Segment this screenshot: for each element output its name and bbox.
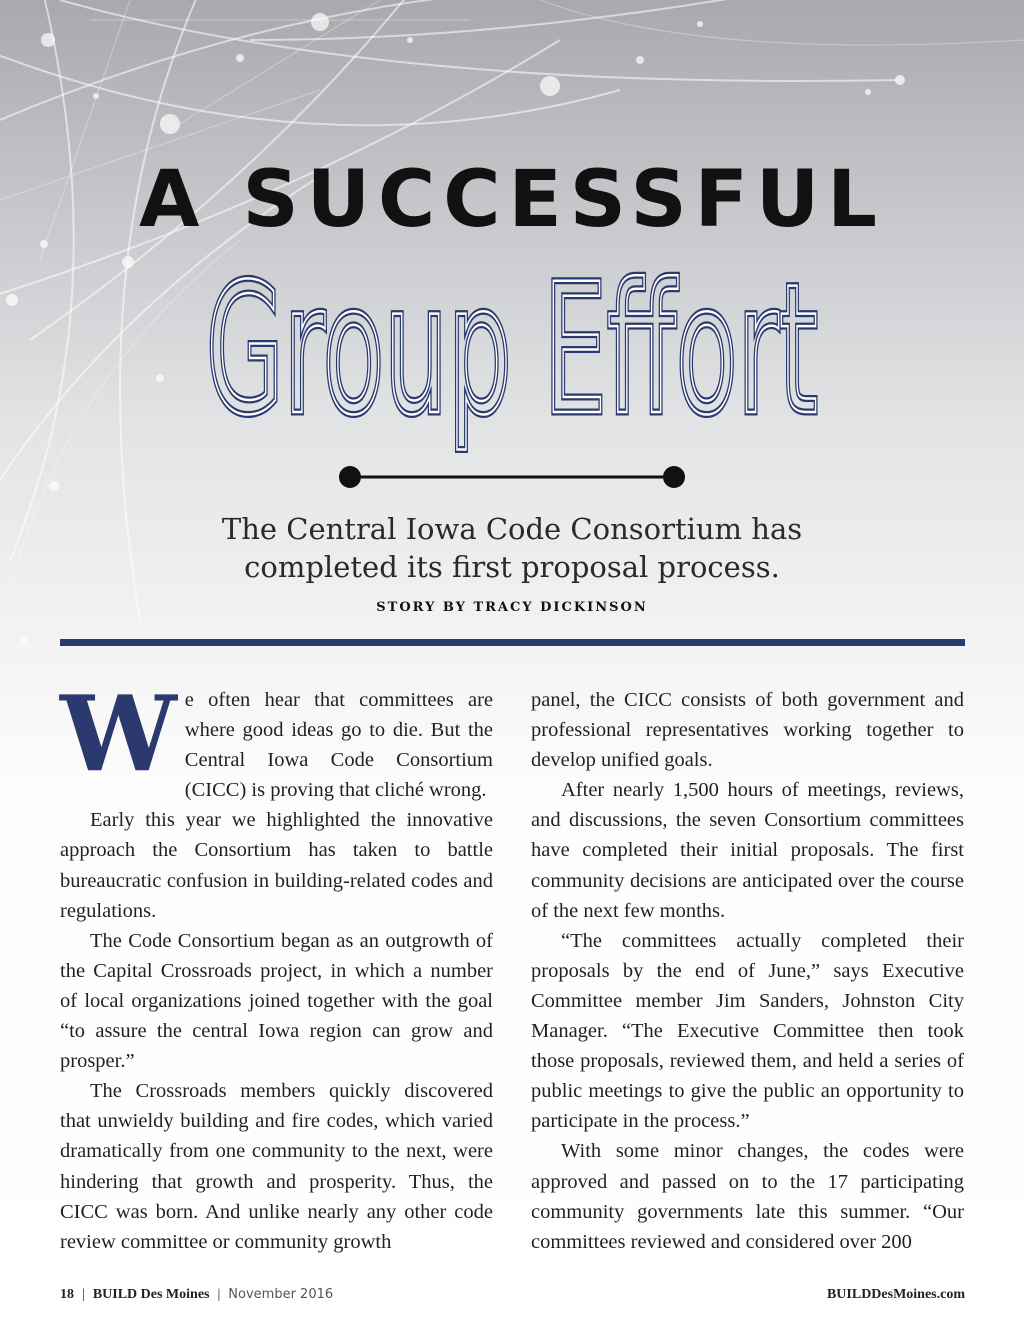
right-column (531, 685, 964, 1257)
paragraph: The Crossroads members quickly discovered that unwieldy building and fire codes, which varied dramatically from one community to the next, were hindering that growth and prosperity. Thus, the CICC was born. And unlike nearly any other code review committee or community growth (60, 1080, 493, 1253)
headline-inline: Group Effort (206, 250, 818, 455)
deck-line: completed its first proposal process. (244, 550, 780, 584)
drop-cap: W (60, 672, 177, 795)
magazine-name: BUILD Des Moines (92, 1287, 210, 1302)
byline: STORY BY TRACY DICKINSON (376, 600, 648, 615)
paragraph: panel, the CICC consists of both government and professional representatives working together to develop unified goals. (531, 689, 964, 772)
headline: Group Effort (206, 250, 818, 455)
paragraph: After nearly 1,500 hours of meetings, reviews, and discussions, the seven Consortium committees have completed their initial proposals. The first community decisions are anticipated over the course of the next few months. (531, 779, 964, 922)
paragraph-text: e often hear that committees are where good ideas go to die. But the Central Iowa Code Consortium (CICC) is proving that cliché wrong. (184, 689, 493, 802)
page-footer (60, 1287, 965, 1307)
paragraph: With some minor changes, the codes were approved and passed on to the 17 participating community governments late this summer. “Our committees reviewed and considered over 200 (531, 1140, 964, 1253)
paragraph (60, 672, 493, 805)
section-rule (60, 639, 965, 646)
paragraph: Early this year we highlighted the innovative approach the Consortium has taken to battle bureaucratic confusion in building-related codes and regulations. (60, 809, 493, 922)
kicker-title: A SUCCESSFUL (139, 155, 885, 245)
issue-date: November 2016 (228, 1287, 334, 1302)
left-column (60, 672, 493, 1257)
paragraph: The Code Consortium began as an outgrowth of the Capital Crossroads project, in which a number of local organizations joined together with the goal “to assure the central Iowa region can grow and prosper.” (60, 929, 493, 1073)
paragraph: “The committees actually completed their proposals by the end of June,” says Executive Committee member Jim Sanders, Johnston City Manager. “The Executive Committee then took those proposals, reviewed them, and held a series of public meetings to give the public an opportunity to participate in the process.” (531, 929, 964, 1133)
page-number: 18 (60, 1287, 74, 1302)
deck-line: The Central Iowa Code Consortium has (221, 512, 803, 546)
deck (0, 510, 1024, 586)
separator: | (217, 1287, 221, 1302)
footer-folio (60, 1287, 333, 1303)
website-link[interactable]: BUILDDesMoines.com (826, 1287, 965, 1302)
headline-graphic (0, 250, 1024, 460)
separator: | (82, 1287, 85, 1302)
dumbbell-divider (330, 462, 694, 492)
